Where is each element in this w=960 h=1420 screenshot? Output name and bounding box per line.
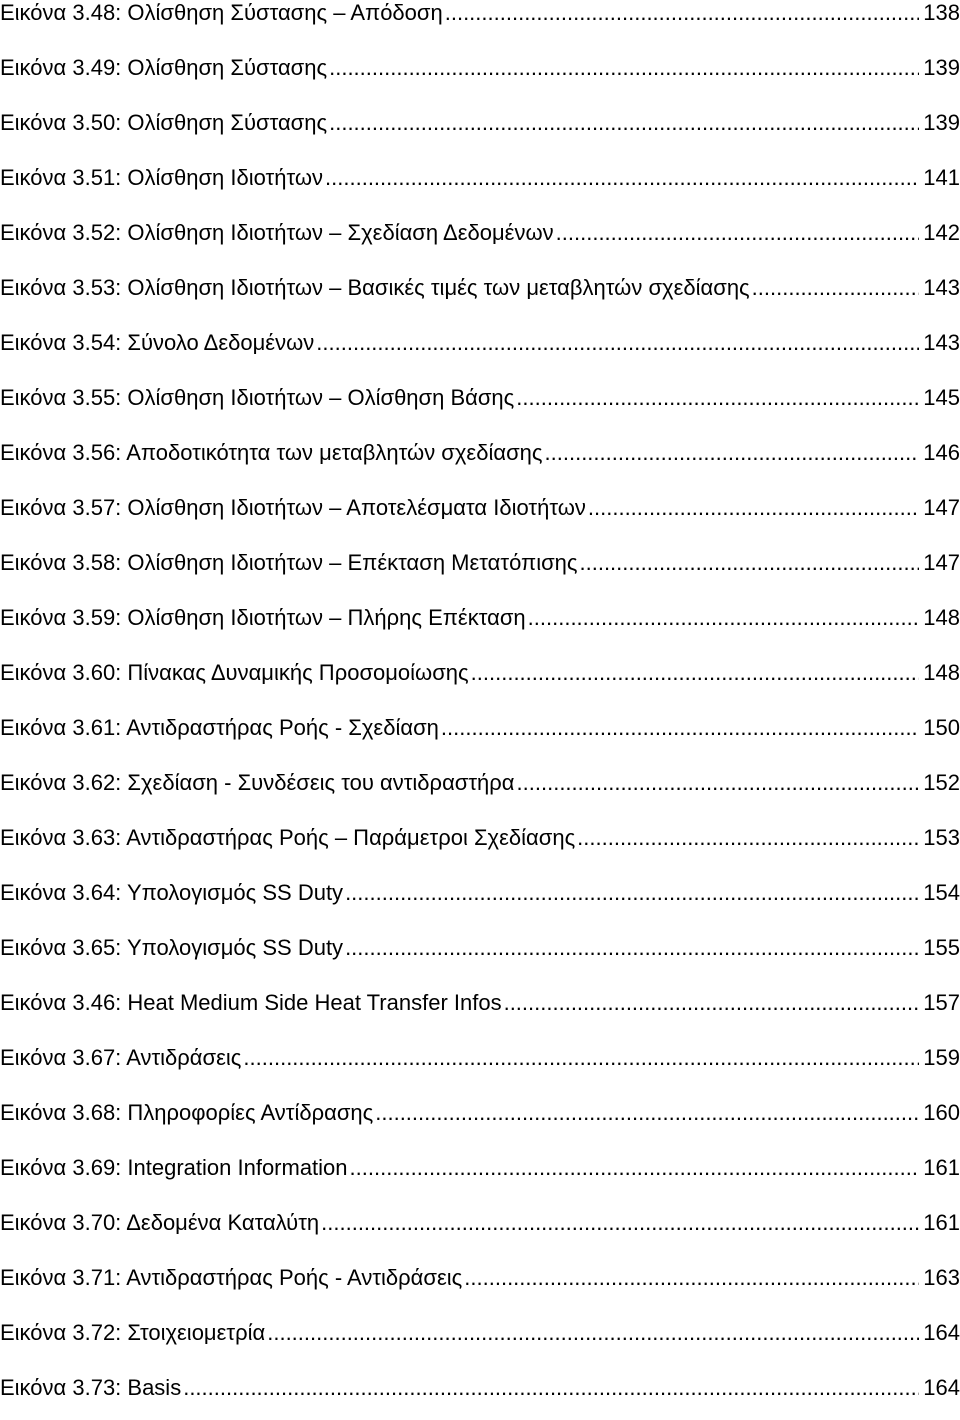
toc-entry-page: 161	[923, 1210, 960, 1235]
toc-entry-page: 148	[923, 660, 960, 685]
toc-entry-page: 164	[923, 1375, 960, 1400]
toc-entry[interactable]	[0, 760, 960, 815]
toc-entry-label: Εικόνα 3.48: Ολίσθηση Σύστασης – Απόδοση	[0, 0, 443, 25]
toc-entry[interactable]	[0, 1200, 960, 1255]
toc-entry[interactable]	[0, 1035, 960, 1090]
toc-entry-page: 141	[923, 165, 960, 190]
toc-entry-label: Εικόνα 3.50: Ολίσθηση Σύστασης	[0, 110, 328, 135]
toc-entry[interactable]	[0, 100, 960, 155]
toc-entry-page: 138	[923, 0, 960, 25]
toc-entry[interactable]	[0, 375, 960, 430]
toc-entry-label: Εικόνα 3.49: Ολίσθηση Σύστασης	[0, 55, 328, 80]
toc-entry-label: Εικόνα 3.55: Ολίσθηση Ιδιοτήτων – Ολίσθηση Βάσης	[0, 385, 515, 410]
toc-entry[interactable]	[0, 0, 960, 45]
toc-entry[interactable]	[0, 980, 960, 1035]
toc-entry-label: Εικόνα 3.61: Αντιδραστήρας Ροής - Σχεδίαση	[0, 715, 439, 740]
dot-leader	[445, 0, 920, 36]
dot-leader	[329, 100, 919, 146]
toc-entry-page: 155	[923, 935, 960, 960]
toc-entry-page: 148	[923, 605, 960, 630]
toc-entry[interactable]	[0, 320, 960, 375]
toc-entry-label: Εικόνα 3.54: Σύνολο Δεδομένων	[0, 330, 315, 355]
dot-leader	[517, 760, 920, 806]
dot-leader	[556, 210, 920, 256]
toc-entry[interactable]	[0, 1255, 960, 1310]
toc-entry-page: 163	[923, 1265, 960, 1290]
toc-entry-label: Εικόνα 3.58: Ολίσθηση Ιδιοτήτων – Επέκταση Μετατόπισης	[0, 550, 578, 575]
toc-entry-page: 147	[923, 495, 960, 520]
dot-leader	[321, 1200, 919, 1246]
toc-entry-label: Εικόνα 3.68: Πληροφορίες Αντίδρασης	[0, 1100, 374, 1125]
toc-entry[interactable]	[0, 1145, 960, 1200]
toc-entry[interactable]	[0, 430, 960, 485]
toc-entry-page: 160	[923, 1100, 960, 1125]
toc-entry-page: 150	[923, 715, 960, 740]
dot-leader	[325, 155, 919, 201]
toc-entry[interactable]	[0, 705, 960, 760]
dot-leader	[441, 705, 919, 751]
dot-leader	[528, 595, 920, 641]
toc-entry-label: Εικόνα 3.53: Ολίσθηση Ιδιοτήτων – Βασικές τιμές των μεταβλητών σχεδίασης	[0, 275, 750, 300]
dot-leader	[471, 650, 920, 696]
dot-leader	[464, 1255, 919, 1301]
toc-entry[interactable]	[0, 1090, 960, 1145]
toc-entry-label: Εικόνα 3.69: Integration Information	[0, 1155, 348, 1180]
toc-entry-label: Εικόνα 3.56: Αποδοτικότητα των μεταβλητών σχεδίασης	[0, 440, 543, 465]
toc-entry[interactable]	[0, 595, 960, 650]
toc-entry-page: 159	[923, 1045, 960, 1070]
dot-leader	[345, 870, 919, 916]
toc-entry-page: 152	[923, 770, 960, 795]
toc-entry[interactable]	[0, 815, 960, 870]
toc-entry[interactable]	[0, 1365, 960, 1420]
toc-entry[interactable]	[0, 265, 960, 320]
dot-leader	[752, 265, 920, 311]
toc-entry-label: Εικόνα 3.71: Αντιδραστήρας Ροής - Αντιδράσεις	[0, 1265, 463, 1290]
toc-entry[interactable]	[0, 485, 960, 540]
toc-entry-label: Εικόνα 3.62: Σχεδίαση - Συνδέσεις του αντιδραστήρα	[0, 770, 515, 795]
toc-entry-label: Εικόνα 3.51: Ολίσθηση Ιδιοτήτων	[0, 165, 324, 190]
dot-leader	[316, 320, 919, 366]
dot-leader	[329, 45, 919, 91]
toc-entry-label: Εικόνα 3.67: Αντιδράσεις	[0, 1045, 242, 1070]
toc-entry-page: 154	[923, 880, 960, 905]
dot-leader	[516, 375, 919, 421]
toc-entry[interactable]	[0, 650, 960, 705]
toc-entry-page: 142	[923, 220, 960, 245]
toc-entry-label: Εικόνα 3.46: Heat Medium Side Heat Transfer Infos	[0, 990, 502, 1015]
dot-leader	[588, 485, 919, 531]
toc-entry-page: 143	[923, 330, 960, 355]
toc-entry-label: Εικόνα 3.73: Basis	[0, 1375, 182, 1400]
toc-entry-page: 161	[923, 1155, 960, 1180]
toc-entry-label: Εικόνα 3.60: Πίνακας Δυναμικής Προσομοίωσης	[0, 660, 469, 685]
dot-leader	[545, 430, 920, 476]
toc-entry-page: 146	[923, 440, 960, 465]
toc-entry[interactable]	[0, 210, 960, 265]
dot-leader	[345, 925, 919, 971]
toc-entry-page: 157	[923, 990, 960, 1015]
toc-entry[interactable]	[0, 1310, 960, 1365]
dot-leader	[375, 1090, 919, 1136]
dot-leader	[577, 815, 919, 861]
dot-leader	[580, 540, 920, 586]
toc-entry-label: Εικόνα 3.70: Δεδομένα Καταλύτη	[0, 1210, 320, 1235]
toc-entry[interactable]	[0, 540, 960, 595]
toc-entry-label: Εικόνα 3.57: Ολίσθηση Ιδιοτήτων – Αποτελέσματα Ιδιοτήτων	[0, 495, 586, 520]
toc-entry-page: 147	[923, 550, 960, 575]
toc-entry-page: 139	[923, 55, 960, 80]
toc-entry[interactable]	[0, 45, 960, 100]
toc-entry-label: Εικόνα 3.64: Υπολογισμός SS Duty	[0, 880, 344, 905]
dot-leader	[243, 1035, 919, 1081]
toc-entry-label: Εικόνα 3.59: Ολίσθηση Ιδιοτήτων – Πλήρης Επέκταση	[0, 605, 526, 630]
toc-entry-page: 145	[923, 385, 960, 410]
dot-leader	[183, 1365, 919, 1411]
toc-entry-label: Εικόνα 3.72: Στοιχειομετρία	[0, 1320, 266, 1345]
toc-entry-page: 164	[923, 1320, 960, 1345]
toc-entry[interactable]	[0, 155, 960, 210]
dot-leader	[504, 980, 920, 1026]
toc-entry-label: Εικόνα 3.52: Ολίσθηση Ιδιοτήτων – Σχεδίαση Δεδομένων	[0, 220, 554, 245]
toc-entry-label: Εικόνα 3.65: Υπολογισμός SS Duty	[0, 935, 344, 960]
toc-entry-page: 143	[923, 275, 960, 300]
toc-entry-label: Εικόνα 3.63: Αντιδραστήρας Ροής – Παράμετροι Σχεδίασης	[0, 825, 576, 850]
toc-entry[interactable]	[0, 925, 960, 980]
toc-entry-page: 153	[923, 825, 960, 850]
toc-entry[interactable]	[0, 870, 960, 925]
dot-leader	[267, 1310, 919, 1356]
toc-entry-page: 139	[923, 110, 960, 135]
dot-leader	[350, 1145, 920, 1191]
